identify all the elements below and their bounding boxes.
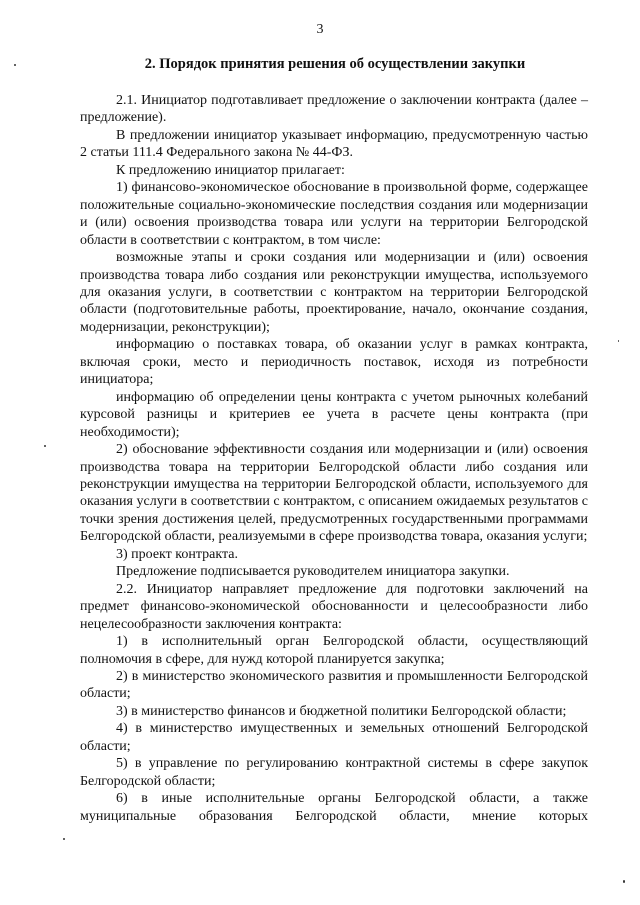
paragraph: 1) в исполнительный орган Белгородской области, осуществляющий полномочия в сфере, для нужд которой планируется закупка;: [80, 634, 588, 667]
paragraph: 2) обоснование эффективности создания или модернизации и (или) освоения производства товара на территории Белгородской области либо создания или реконструкции имущества на территории Белгородской области, используемого для оказания услуги в соответствии с контрактом, с описанием ожидаемых результатов с точки зрения достижения целей, предусмотренных государственными программами Белгородской области, реализуемыми в сфере производства товара, оказания услуги;: [80, 442, 588, 545]
paragraph: 3) в министерство финансов и бюджетной политики Белгородской области;: [116, 703, 567, 719]
paragraph: К предложению инициатор прилагает:: [116, 162, 345, 178]
paragraph: 3) проект контракта.: [116, 546, 238, 562]
scan-speck: [44, 445, 46, 447]
paragraph: 2.2. Инициатор направляет предложение для подготовки заключений на предмет финансово-экономической обоснованности и целесообразности либо нецелесообразности заключения контракта:: [80, 581, 588, 632]
paragraph: 2.1. Инициатор подготавливает предложение о заключении контракта (далее – предложение).: [80, 93, 588, 126]
paragraph: 4) в министерство имущественных и земельных отношений Белгородской области;: [80, 721, 588, 754]
paragraph: Предложение подписывается руководителем инициатора закупки.: [116, 564, 510, 580]
scan-speck: [623, 880, 625, 883]
section-heading: 2. Порядок принятия решения об осуществлении закупки: [144, 56, 526, 72]
paragraph: информацию об определении цены контракта с учетом рыночных колебаний курсовой разницы и критериев ее учета в расчете цены контракта (при необходимости);: [80, 389, 588, 440]
paragraph: В предложении инициатор указывает информацию, предусмотренную частью 2 статьи 111.4 Федерального закона № 44-ФЗ.: [80, 127, 588, 161]
document-body: [80, 92, 588, 825]
page-number: 3: [316, 22, 324, 37]
paragraph: возможные этапы и сроки создания или модернизации и (или) освоения производства товара либо создания или реконструкции имущества, используемого для оказания услуги, в соответствии с контрактом на территории Белгородской области (подготовительные работы, проектирование, начало, окончание создания, модернизации, реконструкции);: [80, 250, 588, 335]
scan-speck: [618, 340, 619, 342]
paragraph: 2) в министерство экономического развития и промышленности Белгородской области;: [80, 668, 588, 702]
paragraph: 6) в иные исполнительные органы Белгородской области, а также муниципальные образования Белгородской области, мнение которых: [80, 791, 588, 824]
paragraph: 1) финансово-экономическое обоснование в произвольной форме, содержащее положительные социально-экономические последствия создания или модернизации и (или) освоения производства товара или услуги на территории Белгородской области в соответствии с контрактом, в том числе:: [80, 180, 588, 248]
paragraph: 5) в управление по регулированию контрактной системы в сфере закупок Белгородской области;: [80, 756, 588, 789]
paragraph: информацию о поставках товара, об оказании услуг в рамках контракта, включая сроки, место и периодичность поставок, исходя из потребности инициатора;: [80, 337, 588, 388]
scan-speck: [14, 64, 16, 66]
scan-speck: [63, 838, 65, 840]
